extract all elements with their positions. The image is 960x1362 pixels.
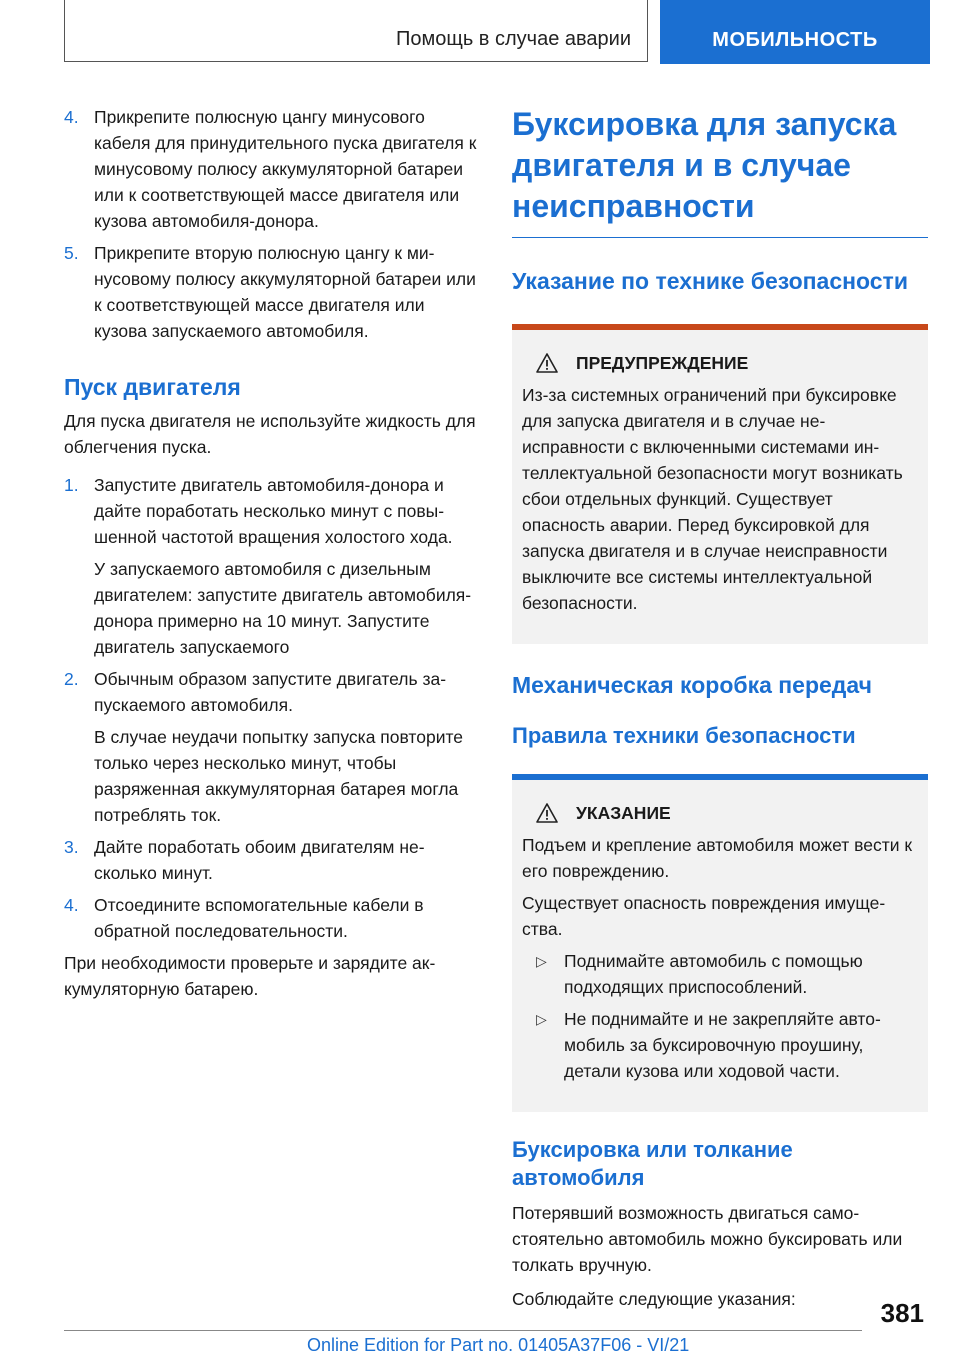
section-heading-safety: Указание по технике безопасности: [512, 268, 908, 294]
warning-label: ПРЕДУПРЕЖДЕНИЕ: [576, 353, 749, 373]
step-number: 2.: [64, 669, 79, 689]
right-column: [512, 104, 928, 1312]
notice-text-1: Подъем и крепление автомобиля может вести к его повреждению.: [522, 835, 913, 881]
chapter-tab: [660, 0, 930, 64]
warning-title: [536, 350, 918, 376]
step-number: 5.: [64, 243, 79, 263]
list-item: [64, 666, 478, 828]
tow-text-1: Потерявший возможность двигаться самостоятельно автомобиль можно буксировать или толкать вручную.: [512, 1203, 903, 1275]
subsection-heading-rules: Правила техники безопасности: [512, 723, 856, 748]
page-number: 381: [880, 1298, 924, 1328]
list-item: [64, 472, 478, 660]
tow-text-2: Соблюдайте следующие указания:: [512, 1289, 796, 1309]
page-title: Буксировка для запуска двигателя и в случае неисправности: [512, 104, 928, 238]
list-item: [64, 834, 478, 886]
step-number: 1.: [64, 475, 79, 495]
step-text: Прикрепите полюсную цангу минусового кабеля для принудительного пуска двигателя к минусовому полюсу аккумуляторной батареи или к соответствующей массе двигателя или кузова автомобиля-донора.: [94, 107, 477, 231]
warning-text: Из-за системных ограничений при буксировке для запуска двигателя и в случае неисправности с включенными системами интеллектуальной безопасности могут возникать сбои отдельных функций. Существует опасность аварии. Перед буксировкой для запуска двигателя и в случае неисправности выключите все системы интеллектуальной безопасности.: [522, 385, 903, 613]
bullet-text: Не поднимайте и не закрепляйте автомобиль за буксировочную проушину, детали кузова или ходовой части.: [564, 1009, 881, 1081]
notice-label: УКАЗАНИЕ: [576, 803, 671, 823]
notice-text-2: Существует опасность повреждения имущества.: [522, 893, 886, 939]
notice-box: [512, 774, 928, 1112]
step-number: 3.: [64, 837, 79, 857]
step-subtext: У запускаемого автомобиля с дизельным двигателем: запустите двигатель автомобиля-донора примерно на 10 минут. Запустите двигатель запускаемого: [94, 559, 472, 657]
step-text: Обычным образом запустите двигатель запускаемого автомобиля.: [94, 669, 447, 715]
step-text: Отсоедините вспомогательные кабели в обратной последовательности.: [94, 895, 424, 941]
chapter-title: МОБИЛЬНОСТЬ: [712, 29, 878, 51]
section-heading-tow: Буксировка или толкание автомобиля: [512, 1137, 793, 1190]
warning-box: [512, 324, 928, 644]
section-title: Помощь в случае аварии: [396, 28, 631, 50]
footer-divider: [64, 1330, 862, 1331]
list-item: [64, 104, 478, 234]
bullet-text: Поднимайте автомобиль с помощью подходящих приспособлений.: [564, 951, 863, 997]
list-item: [64, 892, 478, 944]
step-text: Запустите двигатель автомобиля-донора и дайте поработать несколько минут с повышенной частотой вращения холостого хода.: [94, 475, 453, 547]
list-item: [64, 240, 478, 344]
footer-edition: Online Edition for Part no. 01405A37F06 - VI/21: [307, 1335, 690, 1355]
start-intro: Для пуска двигателя не используйте жидкость для облегчения пуска.: [64, 411, 476, 457]
step-text: Дайте поработать обоим двигателям несколько минут.: [94, 837, 425, 883]
step-number: 4.: [64, 107, 79, 127]
step-number: 4.: [64, 895, 79, 915]
section-heading-manual: Механическая коробка передач: [512, 672, 872, 698]
step-subtext: В случае неудачи попытку запуска повторите только через несколько минут, чтобы разряженная аккумуляторная батарея могла потреблять ток.: [94, 727, 464, 825]
section-heading-start: Пуск двигателя: [64, 374, 241, 400]
triangle-right-icon: ▷: [536, 1011, 547, 1027]
step-text: Прикрепите вторую полюсную цангу к минусовому полюсу аккумуляторной батареи или к соответствующей массе двигателя или кузова запускаемого автомобиля.: [94, 243, 476, 341]
left-column: [64, 104, 478, 1002]
triangle-right-icon: ▷: [536, 953, 547, 969]
list-item: [522, 1006, 918, 1084]
closing-text: При необходимости проверьте и зарядите аккумуляторную батарею.: [64, 953, 436, 999]
section-tab: [64, 0, 648, 62]
page-header: [64, 0, 930, 64]
warning-triangle-icon: [536, 353, 558, 373]
list-item: [522, 948, 918, 1000]
notice-title: [536, 800, 918, 826]
warning-triangle-icon: [536, 803, 558, 823]
